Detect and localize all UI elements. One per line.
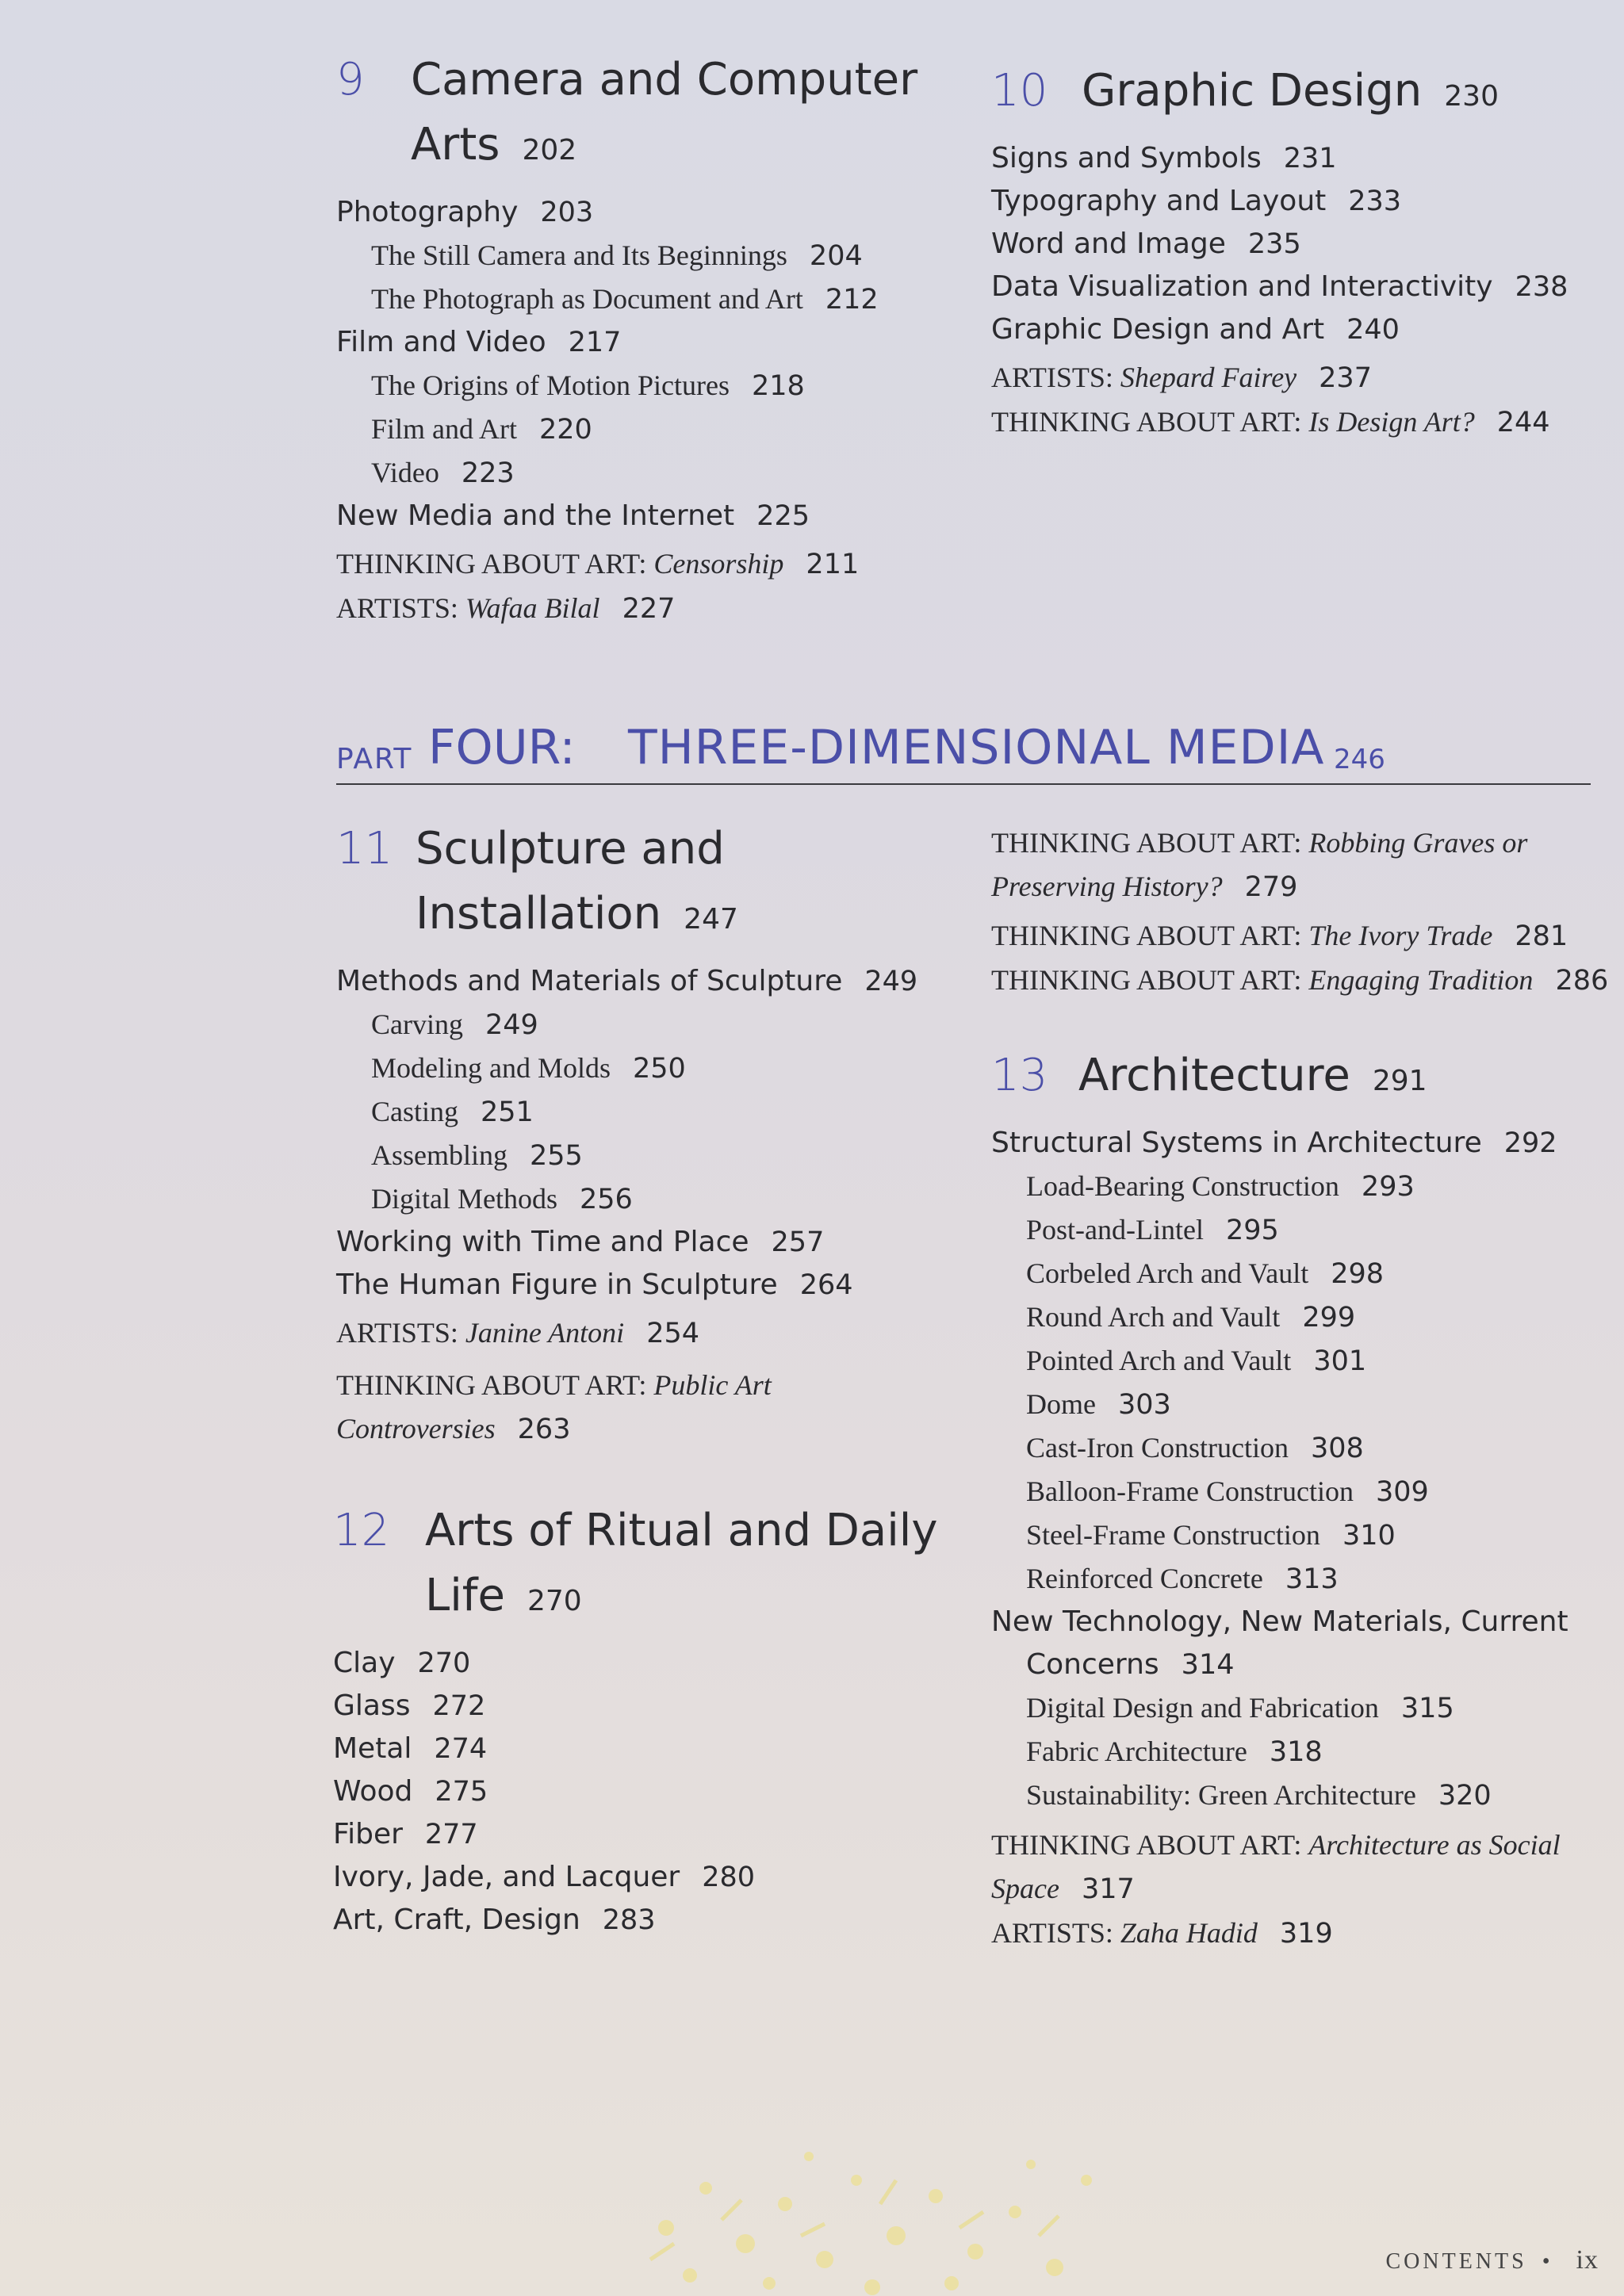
toc-entry[interactable]: New Media and the Internet 225	[336, 499, 810, 532]
toc-subentry[interactable]: Digital Methods 256	[371, 1183, 633, 1215]
chapter-11	[336, 817, 939, 1452]
toc-subentry[interactable]: Balloon-Frame Construction 309	[1026, 1475, 1429, 1508]
toc-entry[interactable]: Photography 203	[336, 196, 594, 228]
chapter-number: 10	[991, 65, 1048, 117]
chapter-page: 202	[522, 134, 577, 166]
toc-entry[interactable]: Clay 270	[333, 1647, 471, 1679]
toc-entry[interactable]: Working with Time and Place 257	[336, 1226, 825, 1258]
toc-subentry[interactable]: Digital Design and Fabrication 315	[1026, 1692, 1454, 1724]
toc-subentry[interactable]: Fabric Architecture 318	[1026, 1735, 1323, 1768]
toc-subentry[interactable]: Carving 249	[371, 1008, 538, 1041]
toc-subentry[interactable]: Load-Bearing Construction 293	[1026, 1170, 1415, 1203]
chapter-9	[336, 48, 939, 631]
toc-entry[interactable]: Glass 272	[333, 1689, 486, 1722]
feature-entry[interactable]: THINKING ABOUT ART: Is Design Art? 244	[991, 406, 1550, 438]
toc-entry[interactable]: Data Visualization and Interactivity 238	[991, 270, 1568, 303]
chapter-number: 12	[333, 1505, 390, 1556]
part-page: 246	[1334, 744, 1385, 775]
chapter-title-line2: Life	[425, 1570, 505, 1621]
chapter-title: Sculpture and	[416, 823, 725, 874]
chapter-page: 291	[1372, 1065, 1427, 1097]
toc-subentry[interactable]: The Still Camera and Its Beginnings 204	[371, 239, 863, 272]
chapter-title: Graphic Design	[1082, 65, 1423, 117]
toc-entry[interactable]: Ivory, Jade, and Lacquer 280	[333, 1861, 756, 1893]
part-title: THREE-DIMENSIONAL MEDIA	[628, 720, 1325, 775]
part-number: FOUR:	[428, 720, 576, 775]
chapter-number: 11	[336, 823, 393, 874]
page-footer	[1386, 2245, 1599, 2275]
chapter-12-features	[991, 821, 1618, 1003]
toc-entry[interactable]: Fiber 277	[333, 1818, 478, 1850]
feature-entry[interactable]: ARTISTS: Zaha Hadid 319	[991, 1917, 1333, 1950]
toc-entry[interactable]: Art, Craft, Design 283	[333, 1904, 656, 1936]
toc-entry[interactable]: Typography and Layout 233	[991, 185, 1402, 217]
toc-subentry[interactable]: Film and Art 220	[371, 413, 592, 446]
chapter-title-line2: Arts	[411, 119, 500, 170]
chapter-number: 9	[336, 54, 365, 105]
chapter-title-line2: Installation	[416, 888, 662, 939]
feature-entry[interactable]: ARTISTS: Wafaa Bilal 227	[336, 592, 676, 625]
toc-entry[interactable]: Wood 275	[333, 1775, 488, 1808]
feature-entry[interactable]: ARTISTS: Janine Antoni 254	[336, 1317, 699, 1349]
toc-subentry[interactable]: Pointed Arch and Vault 301	[1026, 1345, 1367, 1377]
feature-entry[interactable]: THINKING ABOUT ART: Architecture as Social Space 317	[991, 1829, 1561, 1905]
toc-subentry[interactable]: Sustainability: Green Architecture 320	[1026, 1779, 1492, 1812]
chapter-13-heading	[991, 1043, 1618, 1114]
toc-subentry[interactable]: Steel-Frame Construction 310	[1026, 1519, 1396, 1552]
toc-entry[interactable]: Metal 274	[333, 1732, 488, 1765]
toc-subentry[interactable]: The Origins of Motion Pictures 218	[371, 369, 805, 402]
feature-entry[interactable]: THINKING ABOUT ART: Robbing Graves or Preserving History? 279	[991, 827, 1528, 903]
toc-subentry[interactable]: Corbeled Arch and Vault 298	[1026, 1257, 1385, 1290]
chapter-number: 13	[991, 1050, 1048, 1101]
toc-entry[interactable]: New Technology, New Materials, Current Concerns 314	[991, 1605, 1568, 1681]
toc-subentry[interactable]: Video 223	[371, 457, 515, 489]
page-number: ix	[1576, 2245, 1599, 2275]
feature-entry[interactable]: THINKING ABOUT ART: Engaging Tradition 286	[991, 964, 1609, 997]
toc-entry[interactable]: Signs and Symbols 231	[991, 142, 1337, 174]
footer-bullet: •	[1542, 2249, 1553, 2274]
chapter-9-heading	[336, 48, 939, 183]
toc-subentry[interactable]: Casting 251	[371, 1096, 534, 1128]
toc-entry[interactable]: Film and Video 217	[336, 326, 622, 358]
chapter-12-heading	[333, 1498, 952, 1634]
chapter-page: 247	[684, 903, 738, 936]
feature-entry[interactable]: ARTISTS: Shepard Fairey 237	[991, 362, 1372, 394]
toc-entry[interactable]: The Human Figure in Sculpture 264	[336, 1269, 853, 1301]
toc-subentry[interactable]: The Photograph as Document and Art 212	[371, 283, 879, 316]
toc-entry[interactable]: Methods and Materials of Sculpture 249	[336, 965, 918, 997]
chapter-10-heading	[991, 59, 1610, 129]
chapter-title: Camera and Computer	[411, 54, 918, 105]
feature-entry[interactable]: THINKING ABOUT ART: Public Art Controversies 263	[336, 1369, 772, 1445]
chapter-page: 270	[527, 1585, 582, 1617]
chapter-title: Arts of Ritual and Daily	[425, 1505, 938, 1556]
chapter-12	[333, 1498, 952, 1942]
toc-subentry[interactable]: Modeling and Molds 250	[371, 1052, 686, 1085]
toc-subentry[interactable]: Dome 303	[1026, 1388, 1171, 1421]
part-header	[336, 714, 1591, 785]
part-label: PART	[336, 743, 413, 775]
footer-label: CONTENTS	[1385, 2249, 1527, 2274]
chapter-11-heading	[336, 817, 939, 952]
decorative-pattern	[619, 2133, 1126, 2296]
feature-entry[interactable]: THINKING ABOUT ART: Censorship 211	[336, 548, 860, 580]
toc-subentry[interactable]: Assembling 255	[371, 1139, 583, 1172]
toc-entry[interactable]: Word and Image 235	[991, 228, 1301, 260]
chapter-10	[991, 59, 1610, 445]
chapter-title: Architecture	[1078, 1050, 1350, 1101]
toc-subentry[interactable]: Post-and-Lintel 295	[1026, 1214, 1279, 1246]
feature-entry[interactable]: THINKING ABOUT ART: The Ivory Trade 281	[991, 920, 1568, 952]
chapter-13	[991, 1043, 1618, 1956]
toc-subentry[interactable]: Reinforced Concrete 313	[1026, 1563, 1339, 1595]
toc-entry[interactable]: Structural Systems in Architecture 292	[991, 1127, 1557, 1159]
chapter-page: 230	[1444, 80, 1499, 113]
toc-entry[interactable]: Graphic Design and Art 240	[991, 313, 1400, 346]
toc-subentry[interactable]: Round Arch and Vault 299	[1026, 1301, 1356, 1334]
toc-subentry[interactable]: Cast-Iron Construction 308	[1026, 1432, 1364, 1464]
